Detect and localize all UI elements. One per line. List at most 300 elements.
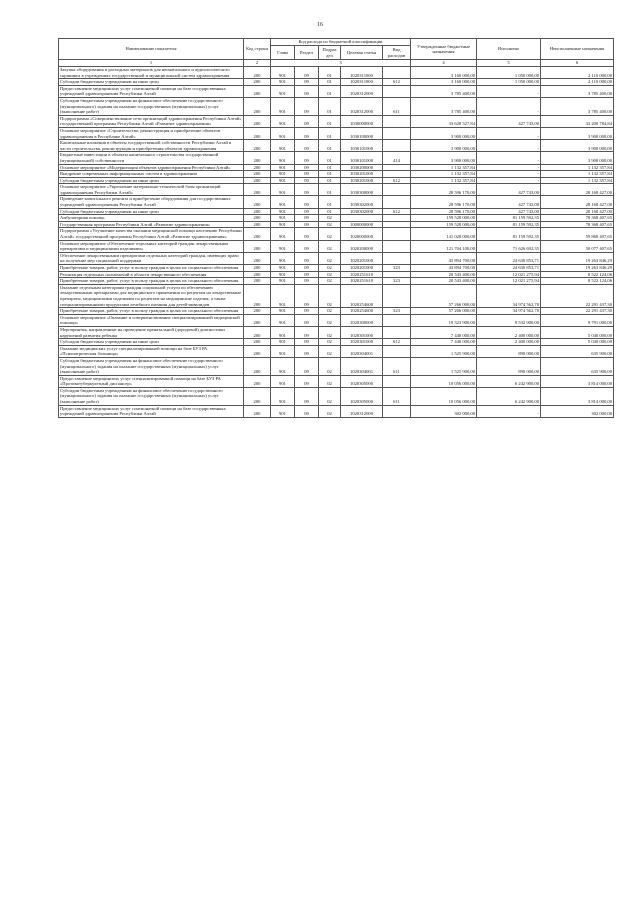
table-row xyxy=(59,115,614,127)
table-row xyxy=(59,177,614,184)
row-name: Субсидии бюджетным учреждениям на иные цели xyxy=(59,339,244,346)
row-target: 1020301000 xyxy=(341,339,383,346)
row-line-code: 200 xyxy=(244,314,271,326)
header-target: Целевая статья xyxy=(341,46,383,60)
row-podrazdel: 01 xyxy=(319,140,341,152)
row-target: 1030101000 xyxy=(341,152,383,164)
row-glava: 901 xyxy=(271,177,295,184)
row-name: Основное мероприятие «Укрепление материально-технической базы организаций здравоохранения Республики Алтай» xyxy=(59,184,244,196)
row-name: Оказание отдельным категориям граждан социальной услуги по обеспечению лекарственными препаратами для медицинского применения по рецептам на лекарственные препараты, медицинскими изделиями по рецептам на медицинские изделия, а также специализированными продуктами лечебного питания для детей-инвалидов xyxy=(59,284,244,307)
header-classification: Код расхода по бюджетной классификации xyxy=(271,39,411,46)
row-name: Подпрограмма «Совершенствование сети организаций здравоохранения Республики Алтай» государственной программы Республики Алтай «Развитие здравоохранения» xyxy=(60,115,242,127)
row-approved: 20 543 400,00 xyxy=(411,271,477,278)
table-row xyxy=(59,357,614,375)
header-name: Наименование показателя xyxy=(59,39,244,60)
table-row xyxy=(59,240,614,252)
row-unexecuted: 50 077 407,65 xyxy=(541,240,614,252)
row-vid: 612 xyxy=(383,79,411,86)
row-target: 1030000000 xyxy=(341,115,383,127)
table-row xyxy=(59,215,614,222)
row-glava: 901 xyxy=(271,265,295,272)
row-unexecuted: 2 110 000,00 xyxy=(541,67,614,79)
row-approved: 1 525 900,00 xyxy=(411,357,477,375)
table-row xyxy=(59,171,614,178)
row-glava: 901 xyxy=(271,228,295,240)
table-row xyxy=(59,228,614,240)
row-line-code: 200 xyxy=(244,79,271,86)
row-executed: 81 159 592,35 xyxy=(477,228,541,240)
row-podrazdel: 01 xyxy=(319,208,341,215)
row-podrazdel: 02 xyxy=(319,326,341,338)
row-executed: 2 400 000,00 xyxy=(477,326,541,338)
row-unexecuted: 3 900 000,00 xyxy=(541,140,614,152)
row-name: Приобретение товаров, работ, услуг в пользу граждан в целях их социального обеспечения xyxy=(59,265,244,272)
column-number: 2 xyxy=(244,60,271,67)
row-unexecuted: 22 291 437,30 xyxy=(541,308,614,315)
row-vid xyxy=(383,314,411,326)
row-approved: 7 440 000,00 xyxy=(411,326,477,338)
column-number: 6 xyxy=(541,60,614,67)
row-approved: 159 528 000,00 xyxy=(411,221,477,228)
row-target: 1020251610 xyxy=(341,278,383,285)
row-name: Основное мероприятие «Обеспечение отдельных категорий граждан лекарственными препаратами и медицинскими изделиями» xyxy=(59,240,244,252)
row-approved: 19 323 900,00 xyxy=(411,314,477,326)
row-target: 1030201000 xyxy=(341,171,383,178)
row-line-code: 200 xyxy=(244,221,271,228)
row-glava: 901 xyxy=(271,184,295,196)
row-line-code: 200 xyxy=(244,208,271,215)
row-razdel: 09 xyxy=(295,228,319,240)
row-approved: 10 056 000,00 xyxy=(411,375,477,387)
row-approved: 1 132 357,84 xyxy=(411,171,477,178)
row-glava: 901 xyxy=(271,127,295,139)
row-approved: 3 785 400,00 xyxy=(411,97,477,115)
table-row xyxy=(59,326,614,338)
row-razdel: 09 xyxy=(295,221,319,228)
row-line-code: 200 xyxy=(244,85,271,97)
row-glava: 901 xyxy=(271,221,295,228)
table-row xyxy=(59,85,614,97)
row-name: Субсидии бюджетным учреждениям на финансовое обеспечение государственного (муниципального) задания на оказание государственных (муниципальных) услуг (выполнение работ) xyxy=(59,357,244,375)
row-executed: - xyxy=(477,97,541,115)
row-approved: 28 596 170,00 xyxy=(411,184,477,196)
table-row xyxy=(59,208,614,215)
row-name: Капитальные вложения в объекты государственной собственности Республики Алтай в части строительства, реконструкции и приобретения объектов здравоохранения xyxy=(59,140,244,152)
row-podrazdel: 01 xyxy=(319,171,341,178)
row-razdel: 09 xyxy=(295,79,319,86)
row-line-code: 200 xyxy=(244,265,271,272)
row-approved: 3 900 000,00 xyxy=(411,140,477,152)
row-target: 1020312000 xyxy=(341,405,383,417)
row-name: Бюджетные инвестиции в объекты капитального строительства государственной (муниципальной) собственности xyxy=(59,152,244,164)
row-approved: 159 528 000,00 xyxy=(411,215,477,222)
row-name: Субсидии бюджетным учреждениям на финансовое обеспечение государственного (муниципального) задания на оказание государственных (муниципальных) услуг (выполнение работ) xyxy=(59,97,244,115)
row-name: Приобретение товаров, работ, услуг в пользу граждан в целях их социального обеспечения xyxy=(59,278,244,285)
row-vid xyxy=(383,326,411,338)
row-glava: 901 xyxy=(271,284,295,307)
row-approved: 57 266 000,00 xyxy=(411,284,477,307)
row-line-code: 200 xyxy=(244,228,271,240)
row-approved: 1 525 900,00 xyxy=(411,345,477,357)
row-executed: 34 974 562,70 xyxy=(477,308,541,315)
row-razdel: 09 xyxy=(295,152,319,164)
row-unexecuted: 28 168 427,00 xyxy=(541,184,614,196)
row-name: Субсидии бюджетным учреждениям на финансовое обеспечение государственного (муниципального) задания на оказание государственных (муниципальных) услуг (выполнение работ) xyxy=(59,387,244,405)
row-vid xyxy=(383,271,411,278)
row-glava: 901 xyxy=(271,357,295,375)
column-number: 5 xyxy=(477,60,541,67)
row-name: Приобретение товаров, работ, услуг в пользу граждан в целях их социального обеспечения xyxy=(59,308,244,315)
table-row xyxy=(59,265,614,272)
row-approved: 3 160 000,00 xyxy=(411,79,477,86)
row-vid: 323 xyxy=(383,265,411,272)
table-row xyxy=(59,67,614,79)
row-line-code: 200 xyxy=(244,278,271,285)
row-vid xyxy=(383,196,411,208)
row-unexecuted: 3 900 000,00 xyxy=(541,152,614,164)
row-vid xyxy=(383,252,411,264)
header-approved: Утвержденные бюджетные назначения xyxy=(411,39,477,60)
row-vid: 612 xyxy=(383,339,411,346)
header-razdel: Раздел xyxy=(295,46,319,60)
row-podrazdel: 02 xyxy=(319,240,341,252)
row-glava: 901 xyxy=(271,339,295,346)
row-approved: 3 160 000,00 xyxy=(411,67,477,79)
row-glava: 901 xyxy=(271,240,295,252)
row-unexecuted: 3 900 000,00 xyxy=(541,127,614,139)
row-line-code: 200 xyxy=(244,357,271,375)
row-line-code: 200 xyxy=(244,271,271,278)
row-name: Реализация отдельных полномочий в области лекарственного обеспечения xyxy=(59,271,244,278)
row-executed: 34 974 562,70 xyxy=(477,284,541,307)
row-executed: - xyxy=(477,405,541,417)
row-target: 1020200000 xyxy=(341,240,383,252)
row-executed: 24 630 853,71 xyxy=(477,265,541,272)
row-name: Мероприятия, направленные на проведение пренатальной (дородовой) диагностики нарушений развития ребенка xyxy=(59,326,244,338)
row-razdel: 09 xyxy=(295,284,319,307)
row-glava: 901 xyxy=(271,215,295,222)
row-unexecuted: 1 132 357,84 xyxy=(541,177,614,184)
row-approved: 121 704 100,00 xyxy=(411,240,477,252)
row-glava: 901 xyxy=(271,67,295,79)
row-name: Предоставление медицинских услуг специализированной помощи на базе БУЗ РА «Противотуберкулезный диспансер» xyxy=(59,375,244,387)
row-unexecuted: 22 291 437,30 xyxy=(541,284,614,307)
row-podrazdel: 01 xyxy=(319,85,341,97)
row-name: Подпрограмма «Улучшение качества оказания медицинской помощи населению Республики Алтай» государственной программы Республики Алтай «Развитие здравоохранения» xyxy=(60,228,242,240)
row-target: 1020251610 xyxy=(341,271,383,278)
table-body xyxy=(59,67,614,418)
row-line-code: 200 xyxy=(244,171,271,178)
header-podrazdel: Подраз дел xyxy=(319,46,341,60)
row-line-code: 200 xyxy=(244,405,271,417)
row-podrazdel: 01 xyxy=(319,196,341,208)
row-vid xyxy=(383,375,411,387)
row-executed: 12 021 275,94 xyxy=(477,278,541,285)
row-target: 1020254600 xyxy=(341,284,383,307)
row-executed: - xyxy=(477,171,541,178)
row-target: 1020304001 xyxy=(341,345,383,357)
table-row xyxy=(59,79,614,86)
row-podrazdel: 01 xyxy=(319,164,341,171)
row-podrazdel: 02 xyxy=(319,252,341,264)
row-executed: 890 000,00 xyxy=(477,357,541,375)
table-row xyxy=(59,308,614,315)
row-unexecuted: 635 900,00 xyxy=(541,345,614,357)
row-line-code: 200 xyxy=(244,140,271,152)
column-number: 1 xyxy=(59,60,244,67)
row-name: Субсидии бюджетным учреждениям на иные цели xyxy=(59,79,244,86)
row-target: 1020305000 xyxy=(341,387,383,405)
row-target: 1020201000 xyxy=(341,252,383,264)
row-vid xyxy=(383,215,411,222)
budget-execution-table xyxy=(58,38,614,418)
row-podrazdel: 02 xyxy=(319,339,341,346)
row-line-code: 200 xyxy=(244,284,271,307)
row-podrazdel: 01 xyxy=(319,184,341,196)
row-glava: 901 xyxy=(271,375,295,387)
row-vid xyxy=(383,85,411,97)
row-razdel: 09 xyxy=(295,67,319,79)
row-approved: 3 900 000,00 xyxy=(411,152,477,164)
row-line-code: 200 xyxy=(244,375,271,387)
row-podrazdel: 02 xyxy=(319,345,341,357)
row-razdel: 09 xyxy=(295,85,319,97)
row-name: Субсидии бюджетным учреждениям на иные цели xyxy=(59,177,244,184)
row-podrazdel: 02 xyxy=(319,357,341,375)
row-target: 1020300000 xyxy=(341,314,383,326)
row-podrazdel: 02 xyxy=(319,271,341,278)
row-podrazdel: 02 xyxy=(319,387,341,405)
row-executed: - xyxy=(477,85,541,97)
row-podrazdel: 01 xyxy=(319,127,341,139)
row-vid xyxy=(383,345,411,357)
row-vid: 612 xyxy=(383,177,411,184)
row-vid xyxy=(383,405,411,417)
row-razdel: 09 xyxy=(295,171,319,178)
table-row xyxy=(59,127,614,139)
row-unexecuted: 9 791 000,00 xyxy=(541,314,614,326)
row-line-code: 200 xyxy=(244,240,271,252)
row-podrazdel: 02 xyxy=(319,221,341,228)
row-executed: 81 159 592,35 xyxy=(477,221,541,228)
row-approved: 1 132 357,84 xyxy=(411,164,477,171)
row-line-code: 200 xyxy=(244,308,271,315)
row-line-code: 200 xyxy=(244,326,271,338)
row-approved: 43 894 700,00 xyxy=(411,265,477,272)
header-line-code: Код строки xyxy=(244,39,271,60)
row-executed: - xyxy=(477,127,541,139)
row-razdel: 09 xyxy=(295,387,319,405)
row-vid: 611 xyxy=(383,97,411,115)
row-name: Основное мероприятие «Оказание и совершенствование специализированной медицинской помощи» xyxy=(59,314,244,326)
column-number-row xyxy=(59,60,614,67)
row-target: 1020312000 xyxy=(341,85,383,97)
row-razdel: 09 xyxy=(295,308,319,315)
row-vid: 414 xyxy=(383,152,411,164)
row-line-code: 200 xyxy=(244,215,271,222)
row-target: 1020201000 xyxy=(341,265,383,272)
row-glava: 901 xyxy=(271,252,295,264)
table-row xyxy=(59,221,614,228)
row-vid xyxy=(383,284,411,307)
row-name: Закупка оборудования и расходных материалов для неонатального и аудиологического скрининга в учреждениях государственной и муниципальной систем здравоохранения xyxy=(59,67,244,79)
row-approved: 7 440 000,00 xyxy=(411,339,477,346)
row-vid: 323 xyxy=(383,308,411,315)
row-podrazdel: 01 xyxy=(319,97,341,115)
row-unexecuted: 302 000,00 xyxy=(541,405,614,417)
row-razdel: 09 xyxy=(295,405,319,417)
row-target: 1000000000 xyxy=(341,221,383,228)
row-podrazdel: 02 xyxy=(319,314,341,326)
row-unexecuted: 3 785 400,00 xyxy=(541,97,614,115)
row-approved: 28 596 170,00 xyxy=(411,196,477,208)
row-vid xyxy=(383,67,411,79)
row-unexecuted: 3 814 000,00 xyxy=(541,387,614,405)
table-row xyxy=(59,97,614,115)
row-target: 1030300000 xyxy=(341,184,383,196)
row-razdel: 09 xyxy=(295,339,319,346)
row-line-code: 200 xyxy=(244,196,271,208)
row-podrazdel: 02 xyxy=(319,284,341,307)
row-razdel: 09 xyxy=(295,115,319,127)
row-unexecuted: 5 040 000,00 xyxy=(541,326,614,338)
header-executed: Исполнено xyxy=(477,39,541,60)
row-line-code: 200 xyxy=(244,339,271,346)
table-header xyxy=(59,39,614,67)
table-row xyxy=(59,278,614,285)
row-vid: 611 xyxy=(383,387,411,405)
row-name: Основное мероприятие «Модернизация объектов здравоохранения Республики Алтай» xyxy=(59,164,244,171)
row-approved: 33 628 527,84 xyxy=(411,115,477,127)
row-unexecuted: 28 168 427,00 xyxy=(541,208,614,215)
row-razdel: 09 xyxy=(295,326,319,338)
row-target: 1030302000 xyxy=(341,196,383,208)
table-row xyxy=(59,405,614,417)
table-row xyxy=(59,152,614,164)
header-unexecuted: Неисполненные назначения xyxy=(541,39,614,60)
row-executed: 1 050 000,00 xyxy=(477,79,541,86)
row-glava: 901 xyxy=(271,308,295,315)
header-glava: Глава xyxy=(271,46,295,60)
row-glava: 901 xyxy=(271,115,295,127)
row-name: Оказание медицинских услуг специализированной помощи на базе БУЗ РА «Психиатрическая больница» xyxy=(59,345,244,357)
row-name: Проведение капитального ремонта и приобретение оборудования для государственных учреждений здравоохранения Республики Алтай xyxy=(59,196,244,208)
table-row xyxy=(59,184,614,196)
row-razdel: 09 xyxy=(295,314,319,326)
row-razdel: 09 xyxy=(295,196,319,208)
row-target: 1020000000 xyxy=(341,228,383,240)
row-podrazdel: 02 xyxy=(319,228,341,240)
row-vid: 611 xyxy=(383,357,411,375)
table-row xyxy=(59,164,614,171)
row-line-code: 200 xyxy=(244,345,271,357)
row-glava: 901 xyxy=(271,208,295,215)
row-vid xyxy=(383,115,411,127)
row-glava: 901 xyxy=(271,326,295,338)
row-vid xyxy=(383,228,411,240)
row-unexecuted: 19 263 846,29 xyxy=(541,252,614,264)
row-target: 1030201000 xyxy=(341,177,383,184)
row-name: Предоставление медицинских услуг платнонатной помощи на базе государственных учреждений здравоохранения Республики Алтай xyxy=(59,405,244,417)
row-approved: 1 132 357,84 xyxy=(411,177,477,184)
row-executed: 6 242 900,00 xyxy=(477,375,541,387)
row-glava: 901 xyxy=(271,152,295,164)
row-executed: 427 743,00 xyxy=(477,196,541,208)
row-executed: 1 050 000,00 xyxy=(477,67,541,79)
column-number: 4 xyxy=(411,60,477,67)
row-unexecuted: 5 040 000,00 xyxy=(541,339,614,346)
row-vid xyxy=(383,184,411,196)
row-razdel: 09 xyxy=(295,184,319,196)
row-razdel: 09 xyxy=(295,265,319,272)
row-approved: 28 596 170,00 xyxy=(411,208,477,215)
row-razdel: 09 xyxy=(295,177,319,184)
row-executed: 81 159 592,35 xyxy=(477,215,541,222)
row-unexecuted: 33 200 784,84 xyxy=(541,115,614,127)
row-podrazdel: 02 xyxy=(319,265,341,272)
row-approved: 43 894 700,00 xyxy=(411,252,477,264)
row-line-code: 200 xyxy=(244,127,271,139)
row-target: 1020301000 xyxy=(341,326,383,338)
row-target: 1020304001 xyxy=(341,357,383,375)
row-glava: 901 xyxy=(271,345,295,357)
row-approved: 141 028 000,00 xyxy=(411,228,477,240)
row-razdel: 09 xyxy=(295,164,319,171)
row-executed: 890 000,00 xyxy=(477,345,541,357)
row-name: Основное мероприятие «Строительство, реконструкция и приобретение объектов здравоохранения в Республике Алтай» xyxy=(59,127,244,139)
row-name: Субсидии бюджетным учреждениям на иные цели xyxy=(59,208,244,215)
row-line-code: 200 xyxy=(244,67,271,79)
row-executed: 24 630 853,71 xyxy=(477,252,541,264)
row-podrazdel: 01 xyxy=(319,67,341,79)
row-unexecuted: 635 900,00 xyxy=(541,357,614,375)
row-razdel: 09 xyxy=(295,375,319,387)
row-razdel: 09 xyxy=(295,140,319,152)
row-podrazdel: 02 xyxy=(319,375,341,387)
header-vid: Вид расходов xyxy=(383,46,411,60)
row-glava: 901 xyxy=(271,140,295,152)
row-name: Предоставление медицинских услуг платнонатной помощи на базе государственных учреждений здравоохранения Республики Алтай xyxy=(59,85,244,97)
row-unexecuted: 3 814 000,00 xyxy=(541,375,614,387)
row-unexecuted: 3 785 400,00 xyxy=(541,85,614,97)
table-row xyxy=(59,140,614,152)
row-unexecuted: 8 522 124,06 xyxy=(541,271,614,278)
row-razdel: 09 xyxy=(295,208,319,215)
row-executed: - xyxy=(477,177,541,184)
row-glava: 901 xyxy=(271,278,295,285)
row-podrazdel: 02 xyxy=(319,278,341,285)
row-vid xyxy=(383,221,411,228)
row-podrazdel: 02 xyxy=(319,405,341,417)
row-name: Обеспечение лекарственными препаратами отдельных категорий граждан, имеющих право на получение мер социальной поддержки xyxy=(59,252,244,264)
row-unexecuted: 8 522 124,06 xyxy=(541,278,614,285)
row-glava: 901 xyxy=(271,85,295,97)
row-executed: 427 743,00 xyxy=(477,184,541,196)
row-razdel: 09 xyxy=(295,252,319,264)
row-podrazdel: 01 xyxy=(319,79,341,86)
page-number: 16 xyxy=(317,22,323,28)
row-target: 1030200000 xyxy=(341,164,383,171)
row-podrazdel: 01 xyxy=(319,152,341,164)
row-vid xyxy=(383,171,411,178)
row-approved: 3 785 400,00 xyxy=(411,85,477,97)
row-razdel: 09 xyxy=(295,97,319,115)
row-approved: 3 900 000,00 xyxy=(411,127,477,139)
table-row xyxy=(59,387,614,405)
row-glava: 901 xyxy=(271,387,295,405)
row-target: 1020305000 xyxy=(341,375,383,387)
row-glava: 901 xyxy=(271,164,295,171)
